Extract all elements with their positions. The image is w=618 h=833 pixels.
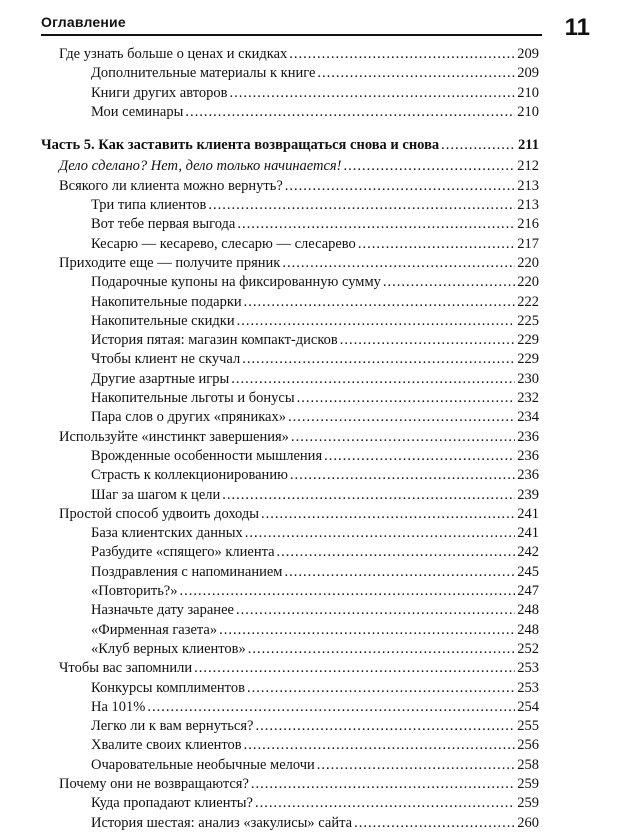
toc-entry: [41, 331, 539, 350]
toc-entry: [41, 428, 539, 447]
toc-entry-title: База клиентских данных: [91, 525, 243, 542]
dot-leader: [358, 235, 515, 254]
toc-entry: [41, 157, 539, 176]
toc-entry-title: Шаг за шагом к цели: [91, 486, 221, 503]
toc-entry-page: 234: [517, 409, 539, 426]
toc-entry-title: Вот тебе первая выгода: [91, 216, 236, 233]
dot-leader: [291, 428, 515, 447]
dot-leader: [147, 698, 515, 717]
dot-leader: [261, 505, 515, 524]
dot-leader: [194, 659, 515, 678]
dot-leader: [244, 736, 516, 755]
toc-entry-title: «Повторить?»: [91, 583, 178, 600]
header-title: Оглавление: [41, 14, 126, 30]
toc-entry-title: Всякого ли клиента можно вернуть?: [59, 177, 283, 194]
toc-entry-page: 248: [517, 621, 539, 638]
dot-leader: [317, 756, 515, 775]
toc-entry: [41, 814, 539, 833]
toc-entry: [41, 505, 539, 524]
table-of-contents: [41, 45, 539, 833]
toc-entry-title: Где узнать больше о ценах и скидках: [59, 46, 288, 62]
toc-entry-page: 247: [517, 583, 539, 600]
toc-entry: [41, 486, 539, 505]
dot-leader: [255, 794, 515, 813]
dot-leader: [441, 136, 516, 155]
dot-leader: [344, 157, 516, 176]
toc-entry-page: 239: [517, 486, 539, 503]
toc-entry: [41, 640, 539, 659]
toc-entry: [41, 408, 539, 427]
dot-leader: [242, 350, 515, 369]
toc-entry-title: Очаровательные необычные мелочи: [91, 756, 315, 773]
toc-entry: [41, 582, 539, 601]
toc-entry: [41, 736, 539, 755]
toc-entry-title: История шестая: анализ «закулисы» сайта: [91, 814, 353, 831]
toc-entry-title: Накопительные льготы и бонусы: [91, 390, 295, 407]
toc-entry: [41, 177, 539, 196]
toc-entry-page: 253: [517, 660, 539, 677]
toc-entry: [41, 698, 539, 717]
toc-entry-title: «Клуб верных клиентов»: [91, 640, 246, 657]
dot-leader: [324, 447, 515, 466]
toc-entry: [41, 717, 539, 736]
toc-entry: [41, 524, 539, 543]
dot-leader: [251, 775, 515, 794]
toc-entry-title: Дело сделано? Нет, дело только начинается!: [59, 158, 342, 175]
dot-leader: [236, 601, 515, 620]
toc-entry-page: 210: [517, 103, 539, 120]
dot-leader: [284, 563, 515, 582]
toc-entry-page: 229: [517, 351, 539, 368]
dot-leader: [248, 640, 515, 659]
toc-entry-title: Накопительные скидки: [91, 312, 235, 329]
toc-entry-page: 236: [517, 428, 539, 445]
toc-entry-page: 216: [517, 216, 539, 233]
toc-entry-page: 211: [518, 137, 539, 154]
toc-entry-page: 241: [517, 525, 539, 542]
toc-entry-title: Страсть к коллекционированию: [91, 467, 288, 484]
dot-leader: [340, 331, 516, 350]
toc-entry-page: 248: [517, 602, 539, 619]
toc-entry-title: На 101%: [91, 698, 146, 715]
dot-leader: [255, 717, 515, 736]
toc-entry: [41, 447, 539, 466]
toc-entry: [41, 659, 539, 678]
dot-leader: [229, 84, 515, 103]
dot-leader: [237, 215, 515, 234]
toc-entry-page: 254: [517, 698, 539, 715]
toc-entry-title: Другие азартные игры: [91, 370, 230, 387]
toc-entry-title: Назначьте дату заранее: [91, 602, 234, 619]
toc-entry-title: Кесарю — кесарево, слесарю — слесарево: [91, 235, 356, 252]
toc-entry-page: 222: [517, 293, 539, 310]
toc-entry: [41, 601, 539, 620]
page-number: 11: [564, 14, 590, 41]
dot-leader: [237, 312, 516, 331]
toc-entry-page: 213: [517, 197, 539, 214]
toc-entry-page: 220: [517, 254, 539, 271]
toc-entry-page: 225: [517, 312, 539, 329]
toc-entry: [41, 215, 539, 234]
toc-entry-page: 236: [517, 467, 539, 484]
toc-entry: [41, 350, 539, 369]
toc-entry-title: Поздравления с напоминанием: [91, 563, 283, 580]
toc-entry: [41, 466, 539, 485]
toc-entry: [41, 273, 539, 292]
toc-entry-title: Подарочные купоны на фиксированную сумму: [91, 274, 381, 291]
toc-entry: [41, 794, 539, 813]
dot-leader: [219, 621, 515, 640]
toc-part-heading: [41, 136, 539, 155]
dot-leader: [285, 177, 515, 196]
dot-leader: [288, 408, 515, 427]
toc-entry: [41, 370, 539, 389]
toc-entry-title: Хвалите своих клиентов: [91, 737, 242, 754]
toc-entry: [41, 389, 539, 408]
dot-leader: [277, 543, 516, 562]
dot-leader: [222, 486, 515, 505]
toc-entry-page: 259: [517, 775, 539, 792]
toc-entry-page: 259: [517, 795, 539, 812]
toc-entry-page: 232: [517, 390, 539, 407]
dot-leader: [383, 273, 515, 292]
header-rule: [41, 34, 542, 36]
toc-entry: [41, 543, 539, 562]
dot-leader: [317, 64, 515, 83]
toc-entry-title: Почему они не возвращаются?: [59, 775, 249, 792]
toc-entry-title: Конкурсы комплиментов: [91, 679, 245, 696]
toc-entry-page: 220: [517, 274, 539, 291]
dot-leader: [247, 679, 515, 698]
dot-leader: [208, 196, 515, 215]
dot-leader: [185, 103, 515, 122]
dot-leader: [289, 45, 515, 64]
toc-entry: [41, 64, 539, 83]
toc-entry: [41, 679, 539, 698]
toc-entry-page: 258: [517, 756, 539, 773]
toc-entry-title: История пятая: магазин компакт-дисков: [91, 332, 338, 349]
toc-entry-title: Куда пропадают клиенты?: [91, 795, 253, 812]
dot-leader: [245, 524, 516, 543]
toc-entry-page: 209: [517, 65, 539, 82]
toc-entry: [41, 196, 539, 215]
running-header: [41, 8, 590, 41]
toc-entry-page: 245: [517, 563, 539, 580]
toc-entry-page: 255: [517, 718, 539, 735]
toc-entry-title: Приходите еще — получите пряник: [59, 254, 281, 271]
toc-entry-title: Легко ли к вам вернуться?: [91, 718, 254, 735]
toc-entry-title: «Фирменная газета»: [91, 621, 218, 638]
toc-entry-title: Книги других авторов: [91, 84, 228, 101]
dot-leader: [354, 814, 515, 833]
toc-entry-title: Мои семинары: [91, 103, 184, 120]
toc-entry: [41, 775, 539, 794]
toc-entry: [41, 756, 539, 775]
toc-entry: [41, 293, 539, 312]
toc-entry: [41, 45, 539, 64]
dot-leader: [290, 466, 515, 485]
toc-entry-page: 241: [517, 505, 539, 522]
toc-entry-page: 213: [517, 177, 539, 194]
toc-entry-title: Часть 5. Как заставить клиента возвращаться снова и снова: [41, 137, 440, 154]
toc-entry-title: Разбудите «спящего» клиента: [91, 544, 275, 561]
toc-entry-title: Накопительные подарки: [91, 293, 242, 310]
toc-entry: [41, 254, 539, 273]
toc-entry: [41, 621, 539, 640]
toc-entry-title: Чтобы клиент не скучал: [91, 351, 241, 368]
toc-entry-title: Врожденные особенности мышления: [91, 447, 323, 464]
toc-entry: [41, 103, 539, 122]
dot-leader: [231, 370, 515, 389]
dot-leader: [244, 293, 516, 312]
toc-entry-page: 253: [517, 679, 539, 696]
toc-entry-title: Пара слов о других «пряниках»: [91, 409, 286, 426]
toc-entry: [41, 563, 539, 582]
toc-entry-page: 229: [517, 332, 539, 349]
toc-entry: [41, 235, 539, 254]
toc-entry-page: 256: [517, 737, 539, 754]
toc-entry-title: Простой способ удвоить доходы: [59, 505, 260, 522]
toc-entry-title: Дополнительные материалы к книге: [91, 65, 316, 82]
toc-entry: [41, 84, 539, 103]
toc-entry-page: 210: [517, 84, 539, 101]
toc-entry-page: 260: [517, 814, 539, 831]
dot-leader: [180, 582, 516, 601]
toc-entry-title: Используйте «инстинкт завершения»: [59, 428, 289, 445]
toc-entry-page: 242: [517, 544, 539, 561]
toc-entry-page: 217: [517, 235, 539, 252]
dot-leader: [297, 389, 516, 408]
toc-entry-title: Чтобы вас запомнили: [59, 660, 193, 677]
dot-leader: [282, 254, 515, 273]
toc-entry: [41, 312, 539, 331]
toc-entry-page: 230: [517, 370, 539, 387]
toc-entry-page: 209: [517, 46, 539, 62]
toc-entry-page: 212: [517, 158, 539, 175]
toc-entry-page: 252: [517, 640, 539, 657]
toc-entry-title: Три типа клиентов: [91, 197, 207, 214]
toc-entry-page: 236: [517, 447, 539, 464]
